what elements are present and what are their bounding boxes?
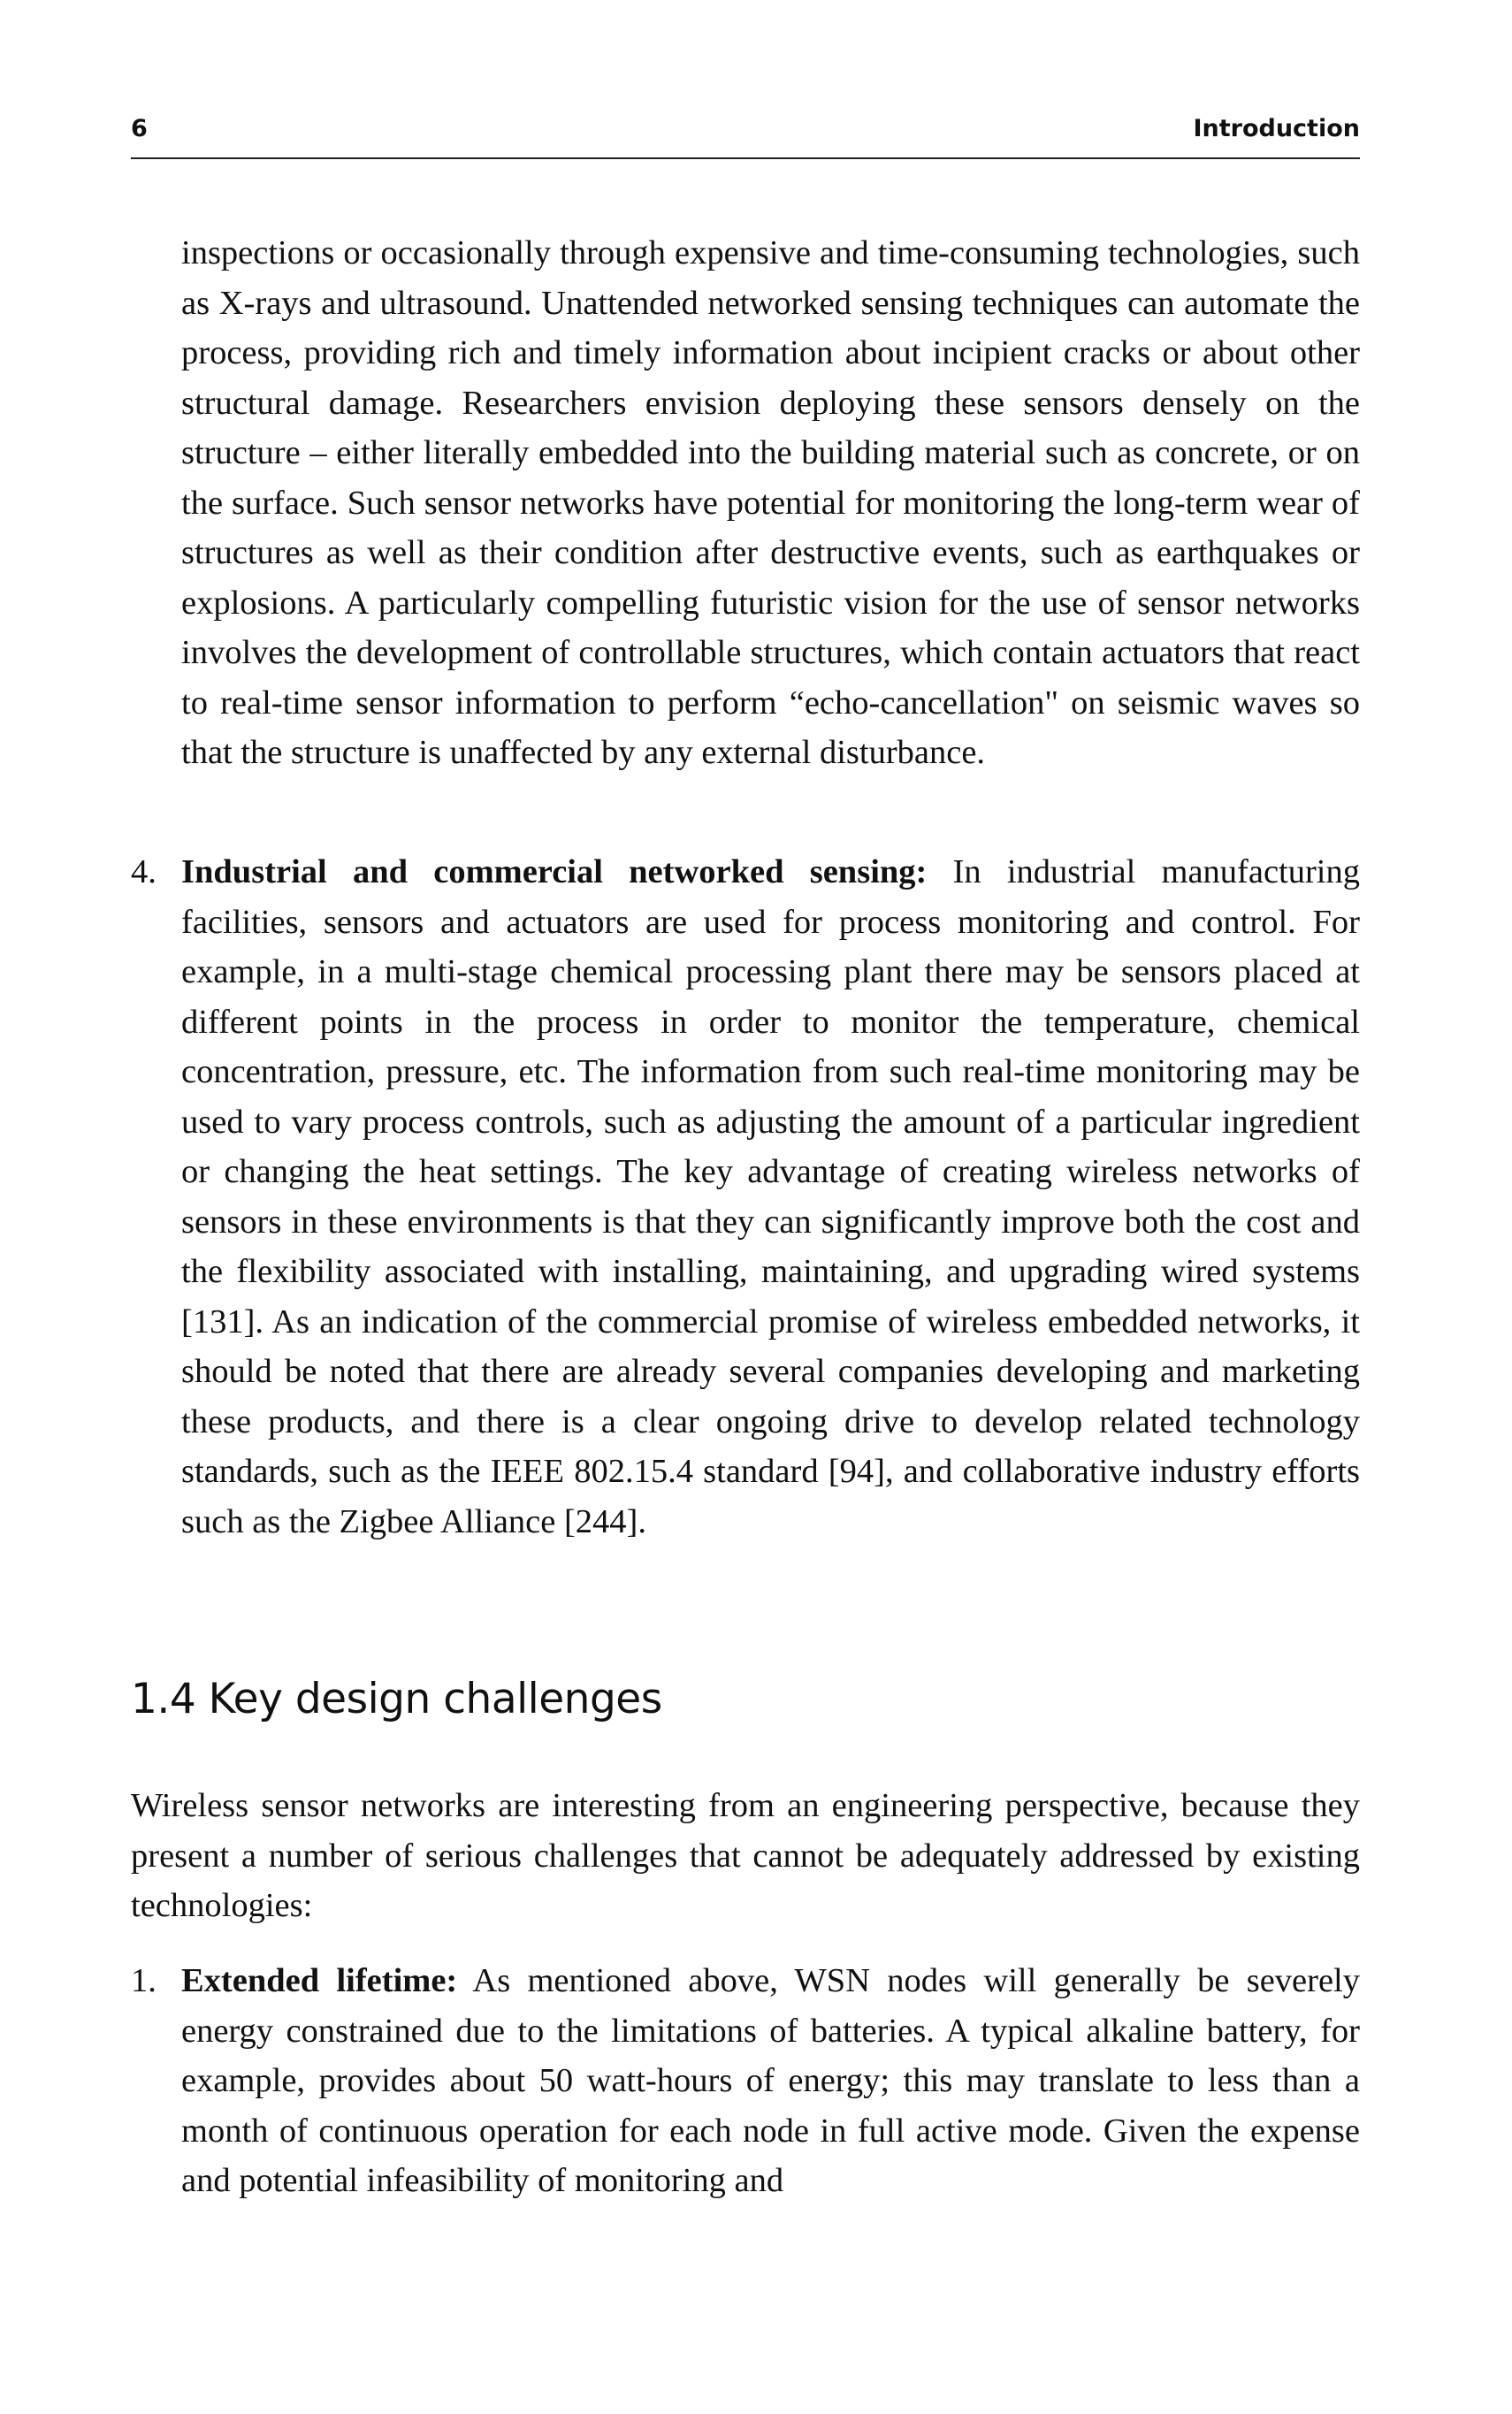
section-heading: 1.4 Key design challenges <box>131 1675 662 1723</box>
list-number: 1. <box>131 1962 157 1999</box>
chapter-title: Introduction <box>1193 115 1360 142</box>
list-item-extended-lifetime <box>131 1956 1360 2206</box>
list-item-text: In industrial manufacturing facilities, sensors and actuators are used for process monitoring and control. For example, in a multi-stage chemical processing plant there may be sensors placed at different points in the process in order to monitor the temperature, chemical concentration, pressure, etc. The information from such real-time monitoring may be used to vary process controls, such as adjusting the amount of a particular ingredient or changing the heat settings. The key advantage of creating wireless networks of sensors in these environments is that they can significantly improve both the cost and the flexibility associated with installing, maintaining, and upgrading wired systems [131]. As an indication of the commercial promise of wireless embedded networks, it should be noted that there are already several companies developing and marketing these products, and there is a clear ongoing drive to develop related technology standards, such as the IEEE 802.15.4 standard [94], and collaborative industry efforts such as the Zigbee Alliance [244]. <box>181 853 1360 1540</box>
page-number: 6 <box>131 115 148 142</box>
list-item-lead: Industrial and commercial networked sensing: <box>181 853 928 890</box>
list-item-industrial-sensing <box>131 847 1360 1547</box>
section-intro-paragraph: Wireless sensor networks are interesting from an engineering perspective, because they present a number of serious challenges that cannot be adequately addressed by existing technologies: <box>131 1787 1360 1924</box>
running-header <box>131 108 1360 159</box>
list-item-lead: Extended lifetime: <box>181 1962 458 1999</box>
list-item-text: As mentioned above, WSN nodes will generally be severely energy constrained due to the limitations of batteries. A typical alkaline battery, for example, provides about 50 watt-hours of energy; this may translate to less than a month of continuous operation for each node in full active mode. Given the expense and potential infeasibility of monitoring and <box>181 1962 1360 2199</box>
list-number: 4. <box>131 853 157 890</box>
continuation-paragraph: inspections or occasionally through expensive and time-consuming technologies, such as X-rays and ultrasound. Unattended networked sensing techniques can automate the process, providing rich and timely information about incipient cracks or about other structural damage. Researchers envision deploying these sensors densely on the structure – either literally embedded into the building material such as concrete, or on the surface. Such sensor networks have potential for monitoring the long-term wear of structures as well as their condition after destructive events, such as earthquakes or explosions. A particularly compelling futuristic vision for the use of sensor networks involves the development of controllable structures, which contain actuators that react to real-time sensor information to perform “echo-cancellation" on seismic waves so that the structure is unaffected by any external disturbance. <box>181 234 1360 771</box>
